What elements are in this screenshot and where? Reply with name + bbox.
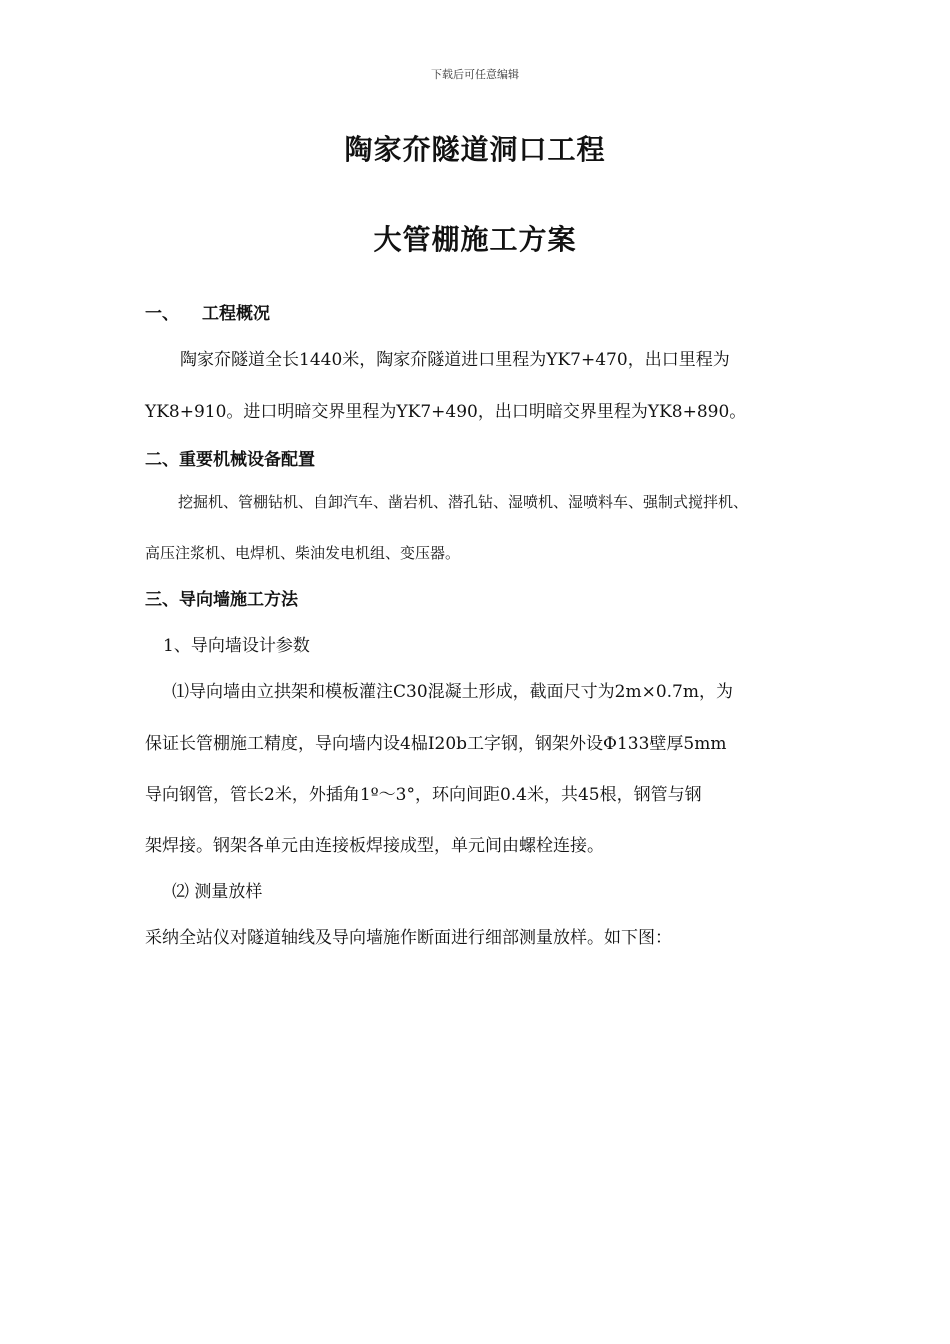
section-2-heading: 二、重要机械设备配置 bbox=[145, 450, 315, 470]
item-2-heading: ⑵ 测量放样 bbox=[172, 882, 263, 902]
item-1-line-3: 导向钢管，管长2米，外插角1º～3°，环向间距0.4米，共45根，钢管与钢 bbox=[145, 785, 702, 805]
section-3-heading: 三、导向墙施工方法 bbox=[145, 590, 298, 610]
document-subtitle: 大管棚施工方案 bbox=[373, 223, 577, 256]
document-title: 陶家夼隧道洞口工程 bbox=[344, 133, 606, 166]
section-1-heading bbox=[145, 299, 270, 324]
section-2-paragraph-line-2: 高压注浆机、电焊机、柴油发电机组、变压器。 bbox=[145, 544, 461, 562]
item-1-line-2: 保证长管棚施工精度，导向墙内设4榀I20b工字钢，钢架外设Φ133壁厚5mm bbox=[145, 734, 727, 754]
section-2-paragraph-line-1: 挖掘机、管棚钻机、自卸汽车、凿岩机、潜孔钻、湿喷机、湿喷料车、强制式搅拌机、 bbox=[178, 493, 749, 511]
item-1-line-1: ⑴导向墙由立拱架和模板灌注C30混凝土形成，截面尺寸为2m×0.7m，为 bbox=[172, 682, 733, 702]
item-1-line-4: 架焊接。钢架各单元由连接板焊接成型，单元间由螺栓连接。 bbox=[145, 836, 604, 856]
section-1-number: 一、 bbox=[145, 304, 179, 324]
subsection-1-heading: 1、导向墙设计参数 bbox=[163, 636, 310, 656]
section-1-title: 工程概况 bbox=[202, 304, 270, 324]
item-2-paragraph: 采纳全站仪对隧道轴线及导向墙施作断面进行细部测量放样。如下图： bbox=[145, 928, 672, 948]
header-note: 下载后可任意编辑 bbox=[431, 68, 519, 81]
section-1-paragraph-line-2: YK8+910。进口明暗交界里程为YK7+490，出口明暗交界里程为YK8+890。 bbox=[145, 402, 747, 422]
section-1-paragraph-line-1: 陶家夼隧道全长1440米，陶家夼隧道进口里程为YK7+470，出口里程为 bbox=[180, 350, 730, 370]
